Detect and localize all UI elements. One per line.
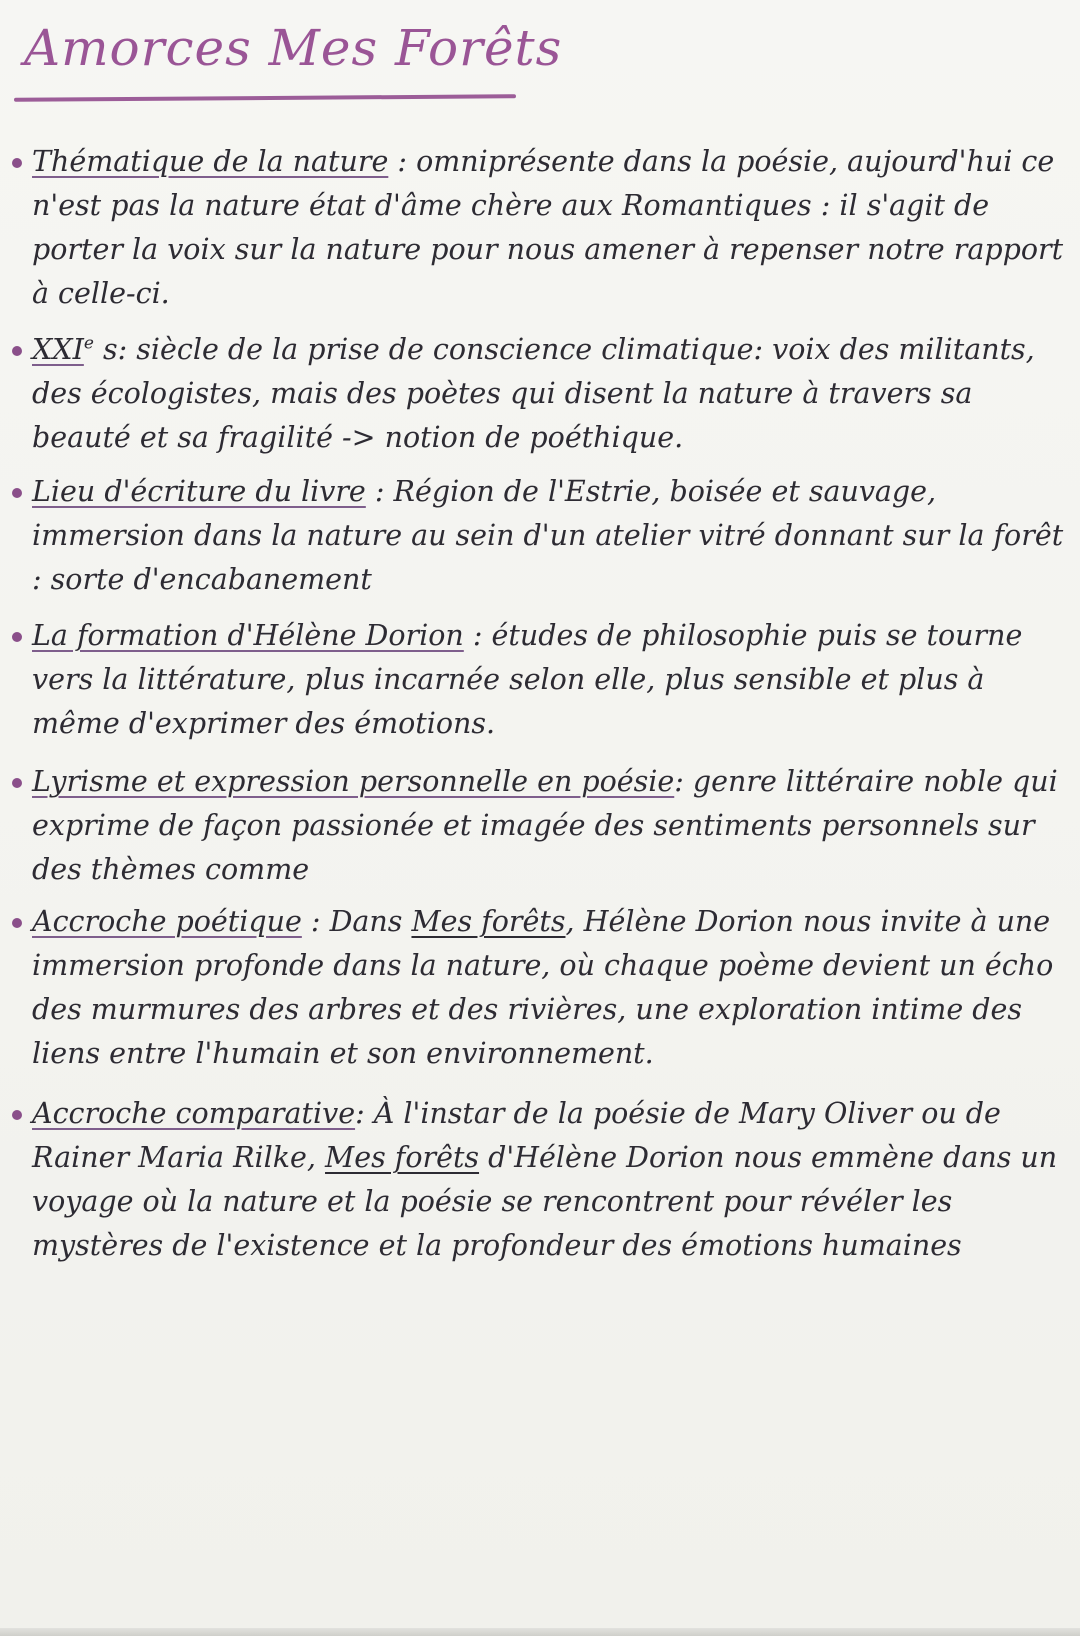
note-text: études de philosophie puis se tourne vers la littérature, plus incarnée selon elle, plus sensible et plus à même d'exprimer des émotions. [32,619,1023,740]
note-xxie-siecle [10,328,1070,460]
note-superscript: e [83,333,94,354]
note-separator: : [388,145,417,178]
note-keyword: Lyrisme et expression personnelle en poésie [32,765,675,798]
note-keyword: Accroche comparative [32,1097,356,1130]
note-formation-dorion [10,614,1070,746]
page-bottom-edge [0,1628,1080,1636]
note-keyword: Accroche poétique [32,905,302,938]
bullet-icon [12,488,22,498]
bullet-icon [12,1110,22,1120]
note-text-after: , Hélène Dorion nous invite à une immersion profonde dans la nature, où chaque poème devient un écho des murmures des arbres et des rivières, une exploration intime des liens entre l'humain et son environnement. [32,905,1054,1070]
bullet-icon [12,346,22,356]
bullet-icon [12,918,22,928]
bullet-icon [12,632,22,642]
book-title: Mes forêts [411,905,566,938]
note-separator: : [301,905,330,938]
note-keyword: Lieu d'écriture du livre [32,475,366,508]
note-text: omniprésente dans la poésie, aujourd'hui ce n'est pas la nature état d'âme chère aux Romantiques : il s'agit de porter la voix sur la nature pour nous amener à repenser notre rapport à celle-ci. [32,145,1064,310]
note-thematique-nature [10,140,1070,316]
note-accroche-poetique [10,900,1070,1076]
note-separator: s: [93,333,137,366]
note-separator: : [674,765,693,798]
note-keyword: La formation d'Hélène Dorion [32,619,464,652]
note-text: siècle de la prise de conscience climatique: voix des militants, des écologistes, mais des poètes qui disent la nature à travers sa beauté et sa fragilité -> notion de poéthique. [32,333,1035,454]
note-text-before: À l'instar de la poésie de Mary Oliver ou de Rainer Maria Rilke, [32,1097,1001,1174]
note-separator: : [355,1097,374,1130]
book-title: Mes forêts [325,1141,480,1174]
note-accroche-comparative [10,1092,1070,1268]
note-separator: : [365,475,394,508]
note-text: Région de l'Estrie, boisée et sauvage, immersion dans la nature au sein d'un atelier vitré donnant sur la forêt : sorte d'encabanement [32,475,1064,596]
note-lyrisme [10,760,1070,892]
note-text-before: Dans [329,905,412,938]
note-separator: : [463,619,492,652]
note-text: genre littéraire noble qui exprime de façon passionée et imagée des sentiments personnels sur des thèmes comme [32,765,1058,886]
note-keyword: XXI [32,333,84,366]
bullet-icon [12,778,22,788]
notes-list [10,140,1070,1268]
note-lieu-ecriture [10,470,1070,602]
note-text-after: d'Hélène Dorion nous emmène dans un voyage où la nature et la poésie se rencontrent pour révéler les mystères de l'existence et la profondeur des émotions humaines [32,1141,1058,1262]
page-title: Amorces Mes Forêts [24,19,563,77]
note-keyword: Thématique de la nature [32,145,389,178]
bullet-icon [12,158,22,168]
